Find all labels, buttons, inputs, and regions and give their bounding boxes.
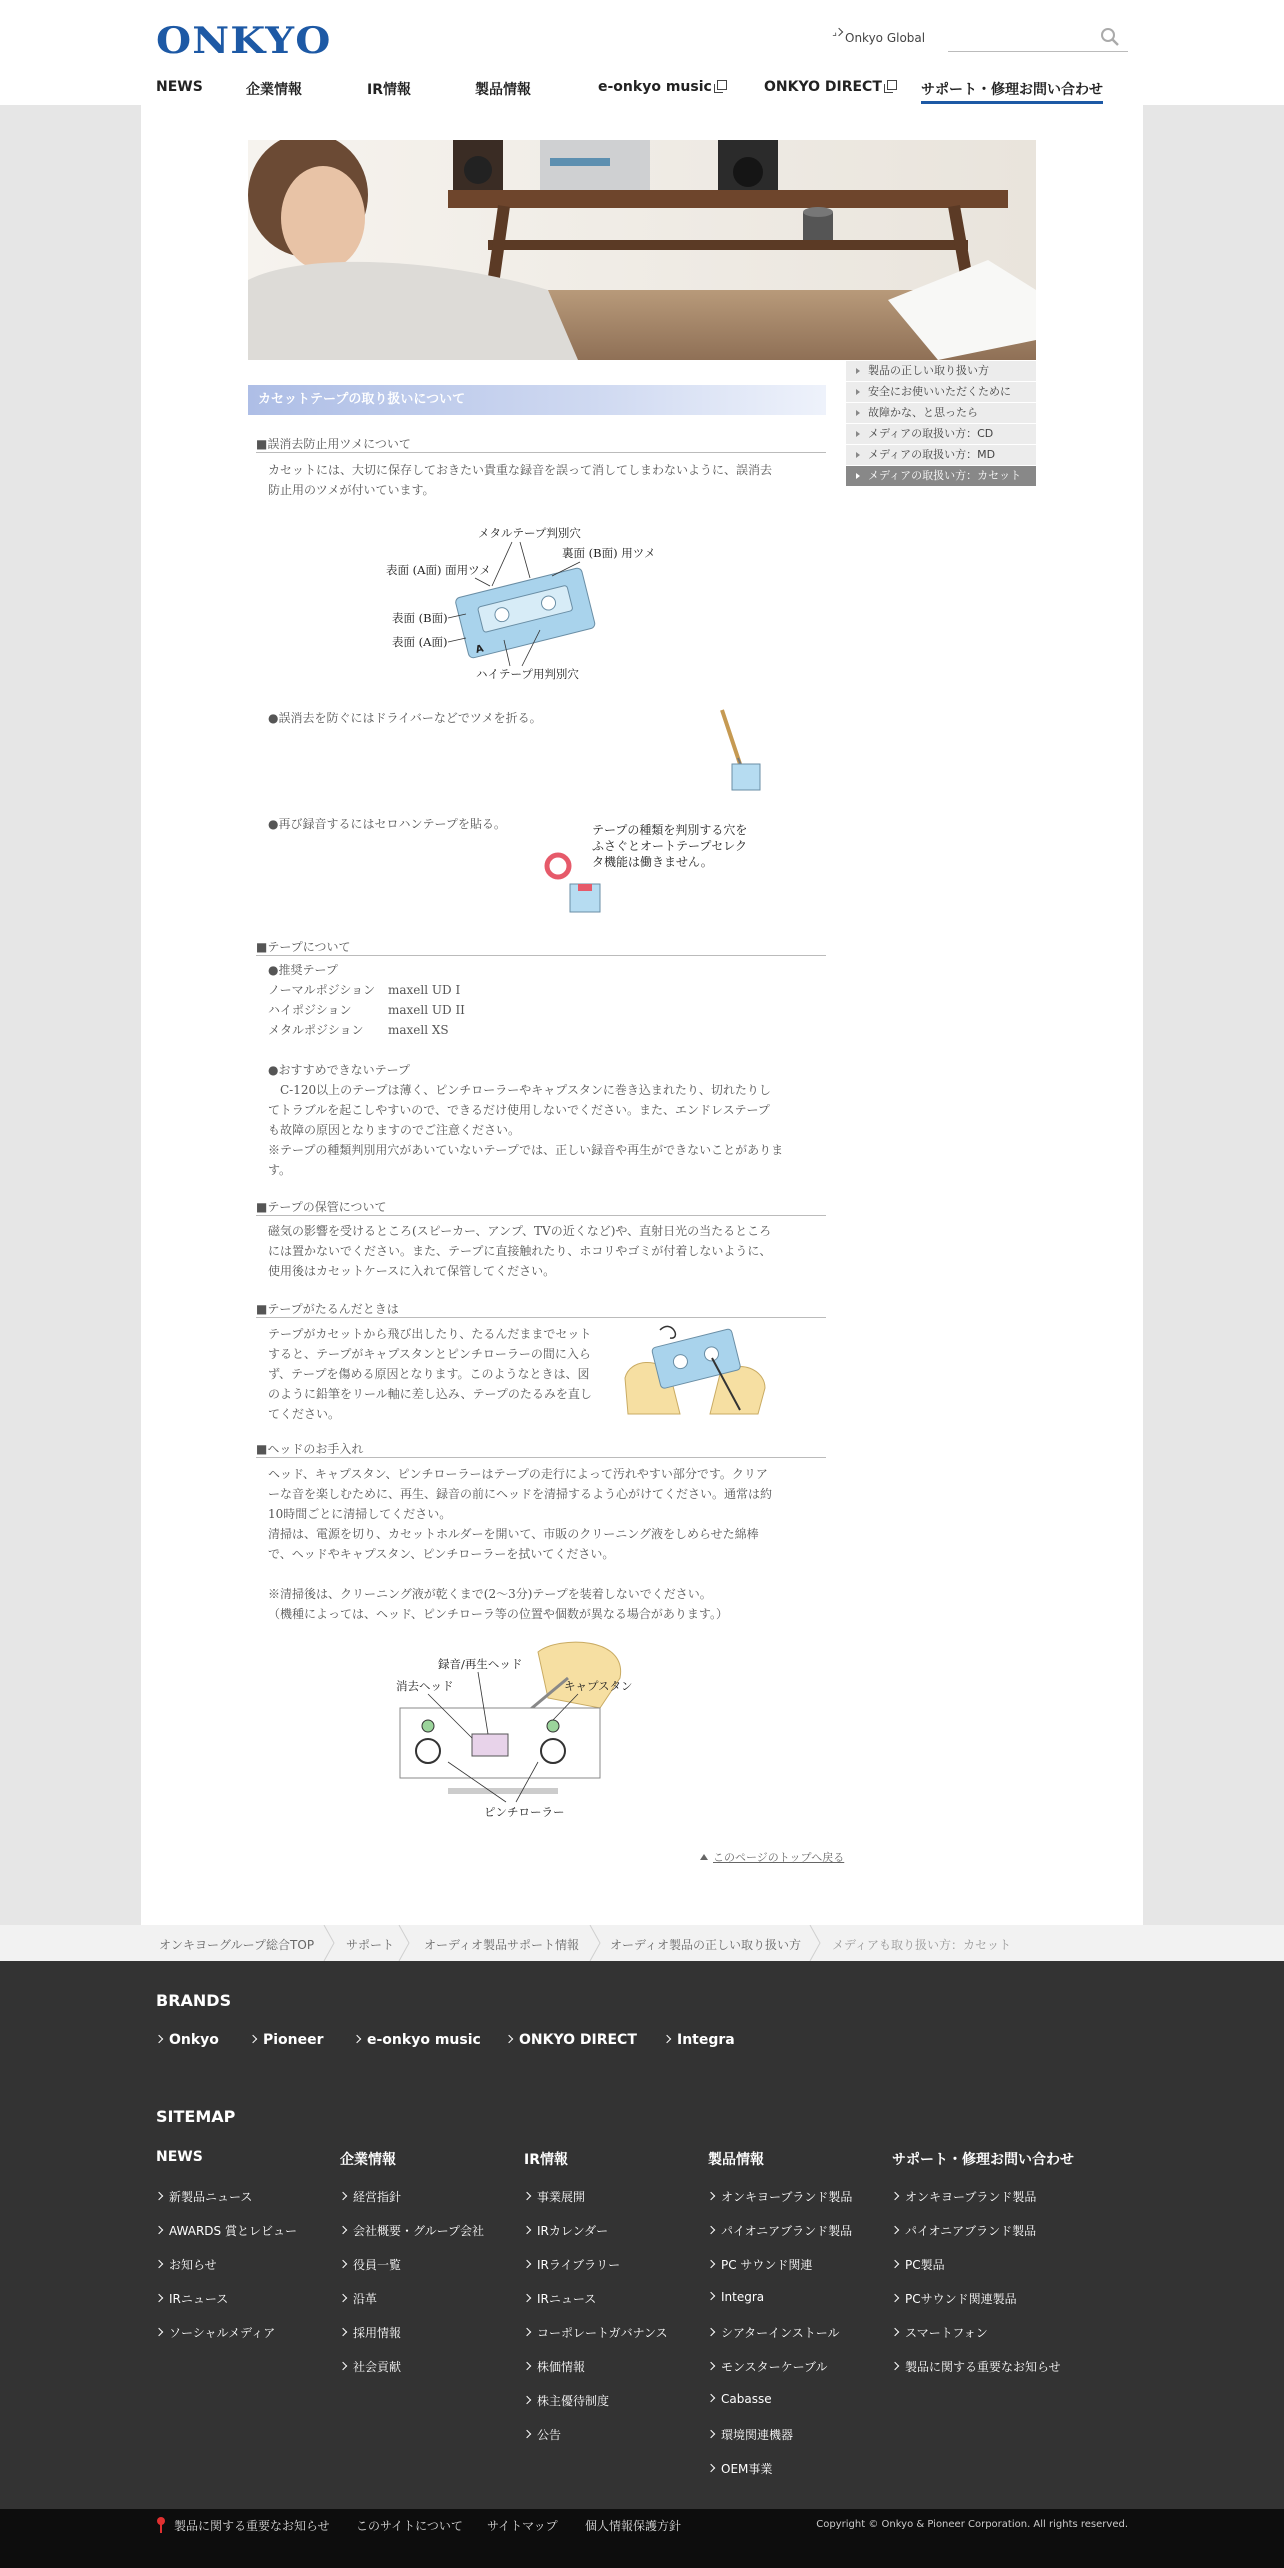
sitemap-column-title: 製品情報 xyxy=(708,2152,764,2168)
sitemap-link[interactable]: PC製品 xyxy=(892,2256,945,2273)
text-line: ーな音を楽しむために、再生、録音の前にヘッドを清掃するよう心がけてください。通常は約 xyxy=(268,1487,773,1501)
chevron-right-icon xyxy=(891,2362,899,2370)
tape-row: ノーマルポジション maxell UD I xyxy=(268,983,461,997)
important-notice-link[interactable]: 製品に関する重要なお知らせ xyxy=(156,2517,330,2534)
chevron-right-icon xyxy=(249,2035,257,2043)
sitemap-link[interactable]: 役員一覧 xyxy=(340,2256,401,2273)
chevron-right-icon xyxy=(523,2294,531,2302)
sitemap-link[interactable]: Cabasse xyxy=(708,2392,772,2406)
sitemap-link[interactable]: PC サウンド関連 xyxy=(708,2256,812,2273)
chevron-right-icon xyxy=(339,2294,347,2302)
tape-row: ハイポジション maxell UD II xyxy=(268,1003,465,1017)
brands-heading: BRANDS xyxy=(156,1991,232,2010)
sitemap-link[interactable]: 社会貢献 xyxy=(340,2358,401,2375)
nav-label: 企業情報 xyxy=(246,82,302,98)
arrow-up-icon xyxy=(700,1854,708,1860)
sitemap-link[interactable]: パイオニアブランド製品 xyxy=(708,2222,852,2239)
sitemap-link[interactable]: 経営指針 xyxy=(340,2188,401,2205)
sitemap-column-title: 企業情報 xyxy=(340,2152,396,2168)
chevron-right-icon xyxy=(155,2035,163,2043)
chevron-right-icon xyxy=(155,2294,163,2302)
nav-products[interactable] xyxy=(475,79,531,99)
text-line: ふさぐとオートテープセレク xyxy=(592,839,748,853)
privacy-policy-link[interactable]: 個人情報保護方針 xyxy=(585,2519,682,2533)
chevron-right-icon xyxy=(707,2464,715,2472)
sitemap-column-title: NEWS xyxy=(156,2149,203,2165)
brand-link-integra[interactable]: Integra xyxy=(664,2032,735,2048)
sitemap-link[interactable]: コーポレートガバナンス xyxy=(524,2324,668,2341)
chevron-right-icon xyxy=(523,2328,531,2336)
chevron-right-icon xyxy=(663,2035,671,2043)
screwdriver-illustration xyxy=(710,706,770,796)
sitemap-link[interactable]: 株価情報 xyxy=(524,2358,585,2375)
chevron-right-icon xyxy=(707,2192,715,2200)
sitemap-link[interactable]: オンキヨーブランド製品 xyxy=(892,2188,1036,2205)
sitemap-link[interactable]: 会社概要・グループ会社 xyxy=(340,2222,484,2239)
breadcrumb xyxy=(0,1925,1284,1961)
sitemap-heading: SITEMAP xyxy=(156,2107,236,2126)
svg-text:A: A xyxy=(474,643,485,656)
sitemap-link[interactable]: 株主優待制度 xyxy=(524,2392,609,2409)
sitemap-link[interactable]: Integra xyxy=(708,2290,764,2304)
bottom-bar xyxy=(0,2509,1284,2568)
label-metal-hole: メタルテープ判別穴 xyxy=(478,526,581,540)
text-line: テープがカセットから飛び出したり、たるんだままでセット xyxy=(268,1327,592,1341)
chevron-right-icon xyxy=(707,2260,715,2268)
label-side-a: 表面 (A面) xyxy=(392,635,448,649)
brand-link-onkyo[interactable]: Onkyo xyxy=(156,2032,219,2048)
chevron-right-icon xyxy=(523,2362,531,2370)
sitemap-column-title: サポート・修理お問い合わせ xyxy=(892,2152,1074,2168)
sitemap-link[interactable]: 新製品ニュース xyxy=(156,2188,252,2205)
text-line: てトラブルを起こしやすいので、できるだけ使用しないでください。また、エンドレステープ xyxy=(268,1103,770,1117)
chevron-right-icon xyxy=(891,2294,899,2302)
nav-label: サポート・修理お問い合わせ xyxy=(921,82,1103,98)
nav-onkyo-direct[interactable] xyxy=(764,79,897,95)
sitemap-link[interactable]: IRニュース xyxy=(524,2290,596,2307)
chevron-right-icon xyxy=(523,2260,531,2268)
label-side-b: 表面 (B面) xyxy=(392,611,448,625)
sitemap-link[interactable]: モンスターケーブル xyxy=(708,2358,828,2375)
chevron-right-icon xyxy=(707,2362,715,2370)
chevron-right-icon xyxy=(588,1925,604,1961)
text-line: 防止用のツメが付いています。 xyxy=(268,483,435,497)
sitemap-link[interactable]: お知らせ xyxy=(156,2256,217,2273)
erase-text xyxy=(268,460,772,500)
text-line: のように鉛筆をリール軸に差し込み、テープのたるみを直し xyxy=(268,1387,592,1401)
breadcrumb-item[interactable]: オンキヨーグループ総合TOP xyxy=(159,1938,315,1952)
section-heading: ■ヘッドのお手入れ xyxy=(256,1442,826,1458)
chevron-right-icon xyxy=(707,2430,715,2438)
side-item-md[interactable]: メディアの取扱い方：MD xyxy=(846,445,1036,466)
sitemap-link[interactable]: 製品に関する重要なお知らせ xyxy=(892,2358,1061,2375)
pin-icon xyxy=(156,2517,166,2533)
slack-text xyxy=(268,1324,592,1424)
text-line: ず、テープを傷める原因となります。このようなときは、図 xyxy=(268,1367,590,1381)
chevron-right-icon xyxy=(523,2430,531,2438)
back-to-top-label: このページのトップへ戻る xyxy=(713,1851,845,1864)
side-item-handling[interactable]: 製品の正しい取り扱い方 xyxy=(846,361,1036,382)
chevron-right-icon xyxy=(339,2328,347,2336)
sitemap-link[interactable]: 公告 xyxy=(524,2426,561,2443)
chevron-right-icon xyxy=(891,2226,899,2234)
label-capstan: キャプスタン xyxy=(564,1679,633,1693)
about-site-link[interactable]: このサイトについて xyxy=(356,2519,463,2533)
section-heading: ■誤消去防止用ツメについて xyxy=(256,437,826,453)
onkyo-global-link[interactable] xyxy=(829,28,926,45)
chevron-right-icon xyxy=(808,1925,824,1961)
section-heading: ■テープの保管について xyxy=(256,1200,826,1216)
sitemap-link[interactable]: 沿革 xyxy=(340,2290,377,2307)
chevron-right-icon xyxy=(353,2035,361,2043)
nav-e-onkyo-music[interactable] xyxy=(598,79,727,95)
chevron-right-icon xyxy=(339,2362,347,2370)
sitemap-link[interactable]: IRニュース xyxy=(156,2290,228,2307)
sitemap-link[interactable]: OEM事業 xyxy=(708,2460,772,2477)
sitemap-link[interactable]: シアターインストール xyxy=(708,2324,840,2341)
nav-label: IR情報 xyxy=(367,82,411,98)
sitemap-link[interactable]: サイトマップ xyxy=(487,2519,558,2533)
global-link-label: Onkyo Global xyxy=(845,31,926,45)
chevron-right-icon xyxy=(155,2192,163,2200)
storage-text xyxy=(268,1221,771,1281)
chevron-right-icon: › xyxy=(829,28,842,41)
text-line: ※テープの種類判別用穴があいていないテープでは、正しい録音や再生ができないことがありま xyxy=(268,1143,784,1157)
text-line: 磁気の影響を受けるところ(スピーカー、アンプ、TVの近くなど)や、直射日光の当たるところ xyxy=(268,1224,772,1238)
text-line: C-120以上のテープは薄く、ピンチローラーやキャプスタンに巻き込まれたり、切れたりし xyxy=(268,1083,771,1097)
text-line: カセットには、大切に保存しておきたい貴重な録音を誤って消してしまわないように、誤消去 xyxy=(268,463,773,477)
sitemap-link[interactable]: スマートフォン xyxy=(892,2324,988,2341)
sitemap-link[interactable]: オンキヨーブランド製品 xyxy=(708,2188,852,2205)
chevron-right-icon xyxy=(339,2226,347,2234)
sitemap-link[interactable]: 環境関連機器 xyxy=(708,2426,793,2443)
chevron-right-icon xyxy=(523,2226,531,2234)
nav-label: e-onkyo music xyxy=(598,79,712,95)
copyright: Copyright © Onkyo & Pioneer Corporation. All rights reserved. xyxy=(816,2519,1128,2530)
chevron-right-icon xyxy=(339,2192,347,2200)
onkyo-logo[interactable]: ONKYO xyxy=(156,20,332,62)
erase-bullet-1: ●誤消去を防ぐにはドライバーなどでツメを折る。 xyxy=(268,711,542,725)
breadcrumb-item[interactable]: サポート xyxy=(346,1938,395,1952)
sitemap-link[interactable]: PCサウンド関連製品 xyxy=(892,2290,1017,2307)
brand-link-e-onkyo[interactable]: e-onkyo music xyxy=(354,2032,481,2048)
erase-bullet-2: ●再び録音するにはセロハンテープを貼る。 xyxy=(268,817,506,831)
section-heading: ■テープについて xyxy=(256,940,826,956)
site-header xyxy=(0,0,1284,105)
text-line: ●推奨テープ xyxy=(268,963,338,977)
hero-image xyxy=(248,140,1036,360)
head-text xyxy=(268,1464,772,1624)
text-line: す。 xyxy=(268,1163,292,1177)
text-line: てください。 xyxy=(268,1407,341,1421)
nav-support[interactable] xyxy=(921,79,1103,104)
chevron-right-icon xyxy=(707,2226,715,2234)
text-line: ※清掃後は、クリーニング液が乾くまで(2～3分)テープを装着しないでください。 xyxy=(268,1587,712,1601)
page-title: カセットテープの取り扱いについて xyxy=(248,385,826,415)
side-menu xyxy=(846,361,1036,487)
side-item-cd[interactable]: メディアの取扱い方：CD xyxy=(846,424,1036,445)
text-line: ヘッド、キャプスタン、ピンチローラーはテープの走行によって汚れやすい部分です。クリア xyxy=(268,1467,768,1481)
chevron-right-icon xyxy=(891,2192,899,2200)
text-line: テープの種類を判別する穴を xyxy=(592,823,748,837)
side-item-safety[interactable]: 安全にお使いいただくために xyxy=(846,382,1036,403)
breadcrumb-current: メディアも取り扱い方：カセット xyxy=(832,1938,1012,1952)
back-to-top-link[interactable] xyxy=(700,1849,844,1865)
label-side-b-tab: 裏面 (B面) 用ツメ xyxy=(562,546,656,560)
label-rec-head: 録音/再生ヘッド xyxy=(438,1657,523,1671)
site-footer xyxy=(0,1961,1284,2509)
chevron-right-icon xyxy=(155,2328,163,2336)
section-heading: ■テープがたるんだときは xyxy=(256,1302,826,1318)
nav-label: ONKYO DIRECT xyxy=(764,79,882,95)
chevron-right-icon xyxy=(397,1925,413,1961)
text-line: （機種によっては、ヘッド、ピンチローラ等の位置や個数が異なる場合があります。） xyxy=(268,1607,728,1621)
nav-ir[interactable] xyxy=(367,79,411,99)
chevron-right-icon xyxy=(523,2396,531,2404)
text-line: で、ヘッドやキャプスタン、ピンチローラーを拭いてください。 xyxy=(268,1547,615,1561)
text-line: 使用後はカセットケースに入れて保管してください。 xyxy=(268,1264,556,1278)
brand-link-onkyo-direct[interactable]: ONKYO DIRECT xyxy=(506,2032,637,2048)
external-link-icon xyxy=(717,80,727,90)
text-line: すると、テープがキャプスタンとピンチローラーの間に入ら xyxy=(268,1347,591,1361)
chevron-right-icon xyxy=(339,2260,347,2268)
text-line: ●おすすめできないテープ xyxy=(268,1063,410,1077)
head-cleaning-diagram xyxy=(388,1638,648,1828)
breadcrumb-item[interactable]: オーディオ製品の正しい取り扱い方 xyxy=(610,1938,802,1952)
tape-row: メタルポジション maxell XS xyxy=(268,1023,449,1037)
chevron-right-icon xyxy=(707,2328,715,2336)
text-line: 清掃は、電源を切り、カセットホルダーを開いて、市販のクリーニング液をしめらせた綿棒 xyxy=(268,1527,759,1541)
nav-label: 製品情報 xyxy=(475,82,531,98)
search-icon[interactable] xyxy=(1100,27,1120,47)
nav-company[interactable] xyxy=(246,79,302,99)
chevron-right-icon xyxy=(891,2260,899,2268)
sitemap-link[interactable]: 事業展開 xyxy=(524,2188,585,2205)
label-pinch-roller: ピンチローラー xyxy=(484,1805,565,1819)
label-side-a-tab: 表面 (A面) 面用ツメ xyxy=(386,563,491,577)
nav-label: NEWS xyxy=(156,79,203,95)
chevron-right-icon xyxy=(155,2260,163,2268)
chevron-right-icon xyxy=(891,2328,899,2336)
label-high-hole: ハイテープ用判別穴 xyxy=(476,667,579,681)
tape-text xyxy=(268,960,783,1180)
text-line: 10時間ごとに清掃してください。 xyxy=(268,1507,452,1521)
sitemap-link[interactable]: AWARDS 賞とレビュー xyxy=(156,2222,297,2239)
sitemap-link[interactable]: ソーシャルメディア xyxy=(156,2324,275,2341)
chevron-right-icon xyxy=(155,2226,163,2234)
sitemap-link[interactable]: パイオニアブランド製品 xyxy=(892,2222,1036,2239)
pencil-reel-illustration xyxy=(620,1318,770,1418)
side-item-cassette[interactable]: メディアの取扱い方：カセット xyxy=(846,466,1036,487)
brand-link-pioneer[interactable]: Pioneer xyxy=(250,2032,324,2048)
label-erase-head: 消去ヘッド xyxy=(396,1679,454,1693)
tape-seal-illustration xyxy=(540,850,620,920)
sitemap-link[interactable]: IRカレンダー xyxy=(524,2222,608,2239)
chevron-right-icon xyxy=(707,2394,715,2402)
external-link-icon xyxy=(887,80,897,90)
cassette-tab-diagram xyxy=(380,520,660,690)
chevron-right-icon xyxy=(505,2035,513,2043)
text-line: タ機能は働きません。 xyxy=(592,855,713,869)
text-line: も故障の原因となりますのでご注意ください。 xyxy=(268,1123,521,1137)
chevron-right-icon xyxy=(707,2292,715,2300)
sitemap-link[interactable]: IRライブラリー xyxy=(524,2256,620,2273)
sitemap-link[interactable]: 採用情報 xyxy=(340,2324,401,2341)
chevron-right-icon xyxy=(322,1925,338,1961)
breadcrumb-item[interactable]: オーディオ製品サポート情報 xyxy=(424,1938,580,1952)
side-item-troubleshoot[interactable]: 故障かな、と思ったら xyxy=(846,403,1036,424)
chevron-right-icon xyxy=(523,2192,531,2200)
text-line: には置かないでください。また、テープに直接触れたり、ホコリやゴミが付着しないように、 xyxy=(268,1244,772,1258)
nav-news[interactable] xyxy=(156,79,203,95)
sitemap-column-title: IR情報 xyxy=(524,2152,568,2168)
